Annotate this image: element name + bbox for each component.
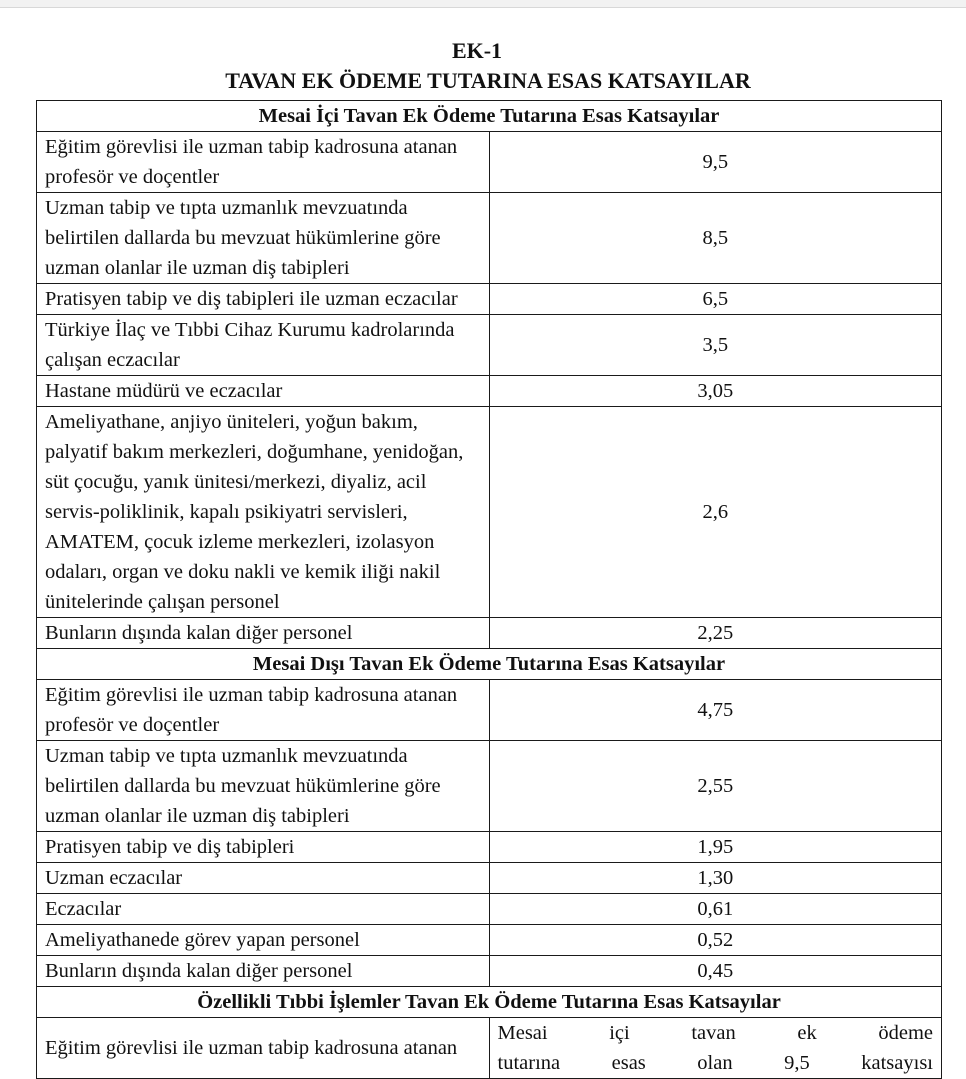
table-row	[37, 956, 942, 987]
row-coefficient: 0,52	[489, 925, 942, 956]
row-coefficient: 2,6	[489, 407, 942, 618]
row-coefficient: 8,5	[489, 193, 942, 284]
page-top-edge	[0, 0, 966, 8]
row-coefficient: 2,25	[489, 618, 942, 649]
table-row	[37, 315, 942, 376]
document-title: TAVAN EK ÖDEME TUTARINA ESAS KATSAYILAR	[225, 68, 751, 93]
table-row	[37, 1018, 942, 1079]
table-row	[37, 925, 942, 956]
row-description: Uzman eczacılar	[37, 863, 490, 894]
row-coefficient: 9,5	[489, 132, 942, 193]
section-header-row	[37, 649, 942, 680]
row-description: Eğitim görevlisi ile uzman tabip kadrosuna atanan profesör ve doçentler	[37, 132, 490, 193]
row-coefficient: 0,45	[489, 956, 942, 987]
document-header	[0, 38, 966, 94]
table-row	[37, 618, 942, 649]
section-title-mesai-disi: Mesai Dışı Tavan Ek Ödeme Tutarına Esas Katsayılar	[37, 649, 942, 680]
row-coefficient: 3,5	[489, 315, 942, 376]
section-title-mesai-ici: Mesai İçi Tavan Ek Ödeme Tutarına Esas Katsayılar	[37, 101, 942, 132]
section-header-row	[37, 987, 942, 1018]
row-coefficient: 4,75	[489, 680, 942, 741]
note-line-2: tutarına esas olan 9,5 katsayısı	[497, 1052, 933, 1074]
row-coefficient: 1,30	[489, 863, 942, 894]
row-coefficient-note	[489, 1018, 942, 1079]
table-row	[37, 680, 942, 741]
row-coefficient: 1,95	[489, 832, 942, 863]
note-line-1: Mesai içi tavan ek ödeme	[497, 1022, 933, 1044]
table-row	[37, 741, 942, 832]
row-description: Pratisyen tabip ve diş tabipleri	[37, 832, 490, 863]
row-description: Hastane müdürü ve eczacılar	[37, 376, 490, 407]
row-description: Eczacılar	[37, 894, 490, 925]
table-row	[37, 193, 942, 284]
row-description: Uzman tabip ve tıpta uzmanlık mevzuatında belirtilen dallarda bu mevzuat hükümlerine göre uzman olanlar ile uzman diş tabipleri	[37, 741, 490, 832]
row-coefficient: 2,55	[489, 741, 942, 832]
row-description: Türkiye İlaç ve Tıbbi Cihaz Kurumu kadrolarında çalışan eczacılar	[37, 315, 490, 376]
row-description: Pratisyen tabip ve diş tabipleri ile uzman eczacılar	[37, 284, 490, 315]
table-row	[37, 132, 942, 193]
annex-label: EK-1	[451, 38, 503, 63]
table-row	[37, 376, 942, 407]
row-description: Ameliyathanede görev yapan personel	[37, 925, 490, 956]
row-description: Eğitim görevlisi ile uzman tabip kadrosuna atanan profesör ve doçentler	[37, 680, 490, 741]
row-coefficient: 3,05	[489, 376, 942, 407]
row-description: Ameliyathane, anjiyo üniteleri, yoğun bakım, palyatif bakım merkezleri, doğumhane, yenidoğan, süt çocuğu, yanık ünitesi/merkezi, diyaliz, acil servis-poliklinik, kapalı psikiyatri servisleri, AMATEM, çocuk izleme merkezleri, izolasyon odaları, organ ve doku nakli ve kemik iliği nakil ünitelerinde çalışan personel	[37, 407, 490, 618]
table-row	[37, 894, 942, 925]
table-row	[37, 832, 942, 863]
section-header-row	[37, 101, 942, 132]
table-row	[37, 407, 942, 618]
row-coefficient: 0,61	[489, 894, 942, 925]
row-description: Bunların dışında kalan diğer personel	[37, 618, 490, 649]
coefficient-table	[36, 100, 942, 1079]
row-coefficient: 6,5	[489, 284, 942, 315]
row-description: Eğitim görevlisi ile uzman tabip kadrosuna atanan	[37, 1018, 490, 1079]
table-row	[37, 863, 942, 894]
row-description: Uzman tabip ve tıpta uzmanlık mevzuatında belirtilen dallarda bu mevzuat hükümlerine göre uzman olanlar ile uzman diş tabipleri	[37, 193, 490, 284]
section-title-ozellikli: Özellikli Tıbbi İşlemler Tavan Ek Ödeme Tutarına Esas Katsayılar	[37, 987, 942, 1018]
table-row	[37, 284, 942, 315]
row-description: Bunların dışında kalan diğer personel	[37, 956, 490, 987]
